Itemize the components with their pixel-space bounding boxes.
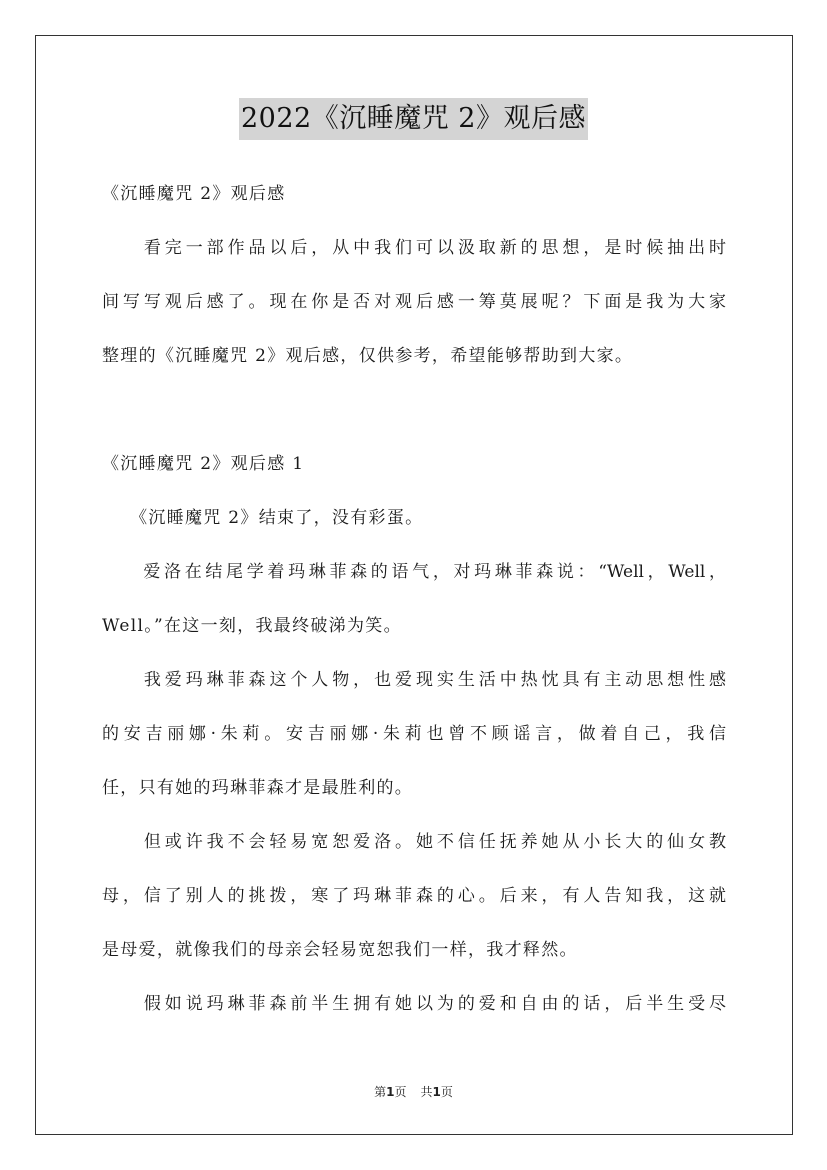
paragraph-line: 我爱玛琳菲森这个人物，也爱现实生活中热忱具有主动思想性感	[102, 670, 726, 690]
title-container	[0, 98, 827, 140]
section-heading: 《沉睡魔咒 2》观后感 1	[102, 454, 305, 474]
document-title: 2022《沉睡魔咒 2》观后感	[239, 98, 588, 140]
paragraph-line: 是母爱，就像我们的母亲会轻易宽恕我们一样，我才释然。	[102, 940, 578, 960]
paragraph-line: 爱洛在结尾学着玛琳菲森的语气，对玛琳菲森说：“Well，Well，	[102, 562, 726, 582]
section-heading: 《沉睡魔咒 2》观后感	[102, 184, 286, 204]
paragraph-line: 假如说玛琳菲森前半生拥有她以为的爱和自由的话，后半生受尽	[102, 994, 726, 1014]
paragraph-line: 但或许我不会轻易宽恕爱洛。她不信任抚养她从小长大的仙女教	[102, 832, 726, 852]
paragraph-line: 《沉睡魔咒 2》结束了，没有彩蛋。	[102, 508, 424, 528]
paragraph-line: 间写写观后感了。现在你是否对观后感一筹莫展呢？下面是我为大家	[102, 292, 726, 312]
page-number: 第1页	[374, 1085, 407, 1099]
total-pages: 共1页	[420, 1085, 453, 1099]
paragraph-line: 看完一部作品以后，从中我们可以汲取新的思想，是时候抽出时	[102, 238, 726, 258]
paragraph-line: 母，信了别人的挑拨，寒了玛琳菲森的心。后来，有人告知我，这就	[102, 886, 726, 906]
page-footer	[0, 1083, 827, 1100]
paragraph-line: 整理的《沉睡魔咒 2》观后感，仅供参考，希望能够帮助到大家。	[102, 346, 634, 366]
paragraph-line: Well。”在这一刻，我最终破涕为笑。	[102, 616, 402, 636]
paragraph-line: 的安吉丽娜·朱莉。安吉丽娜·朱莉也曾不顾谣言，做着自己，我信	[102, 724, 726, 744]
paragraph-line: 任，只有她的玛琳菲森才是最胜利的。	[102, 778, 414, 798]
